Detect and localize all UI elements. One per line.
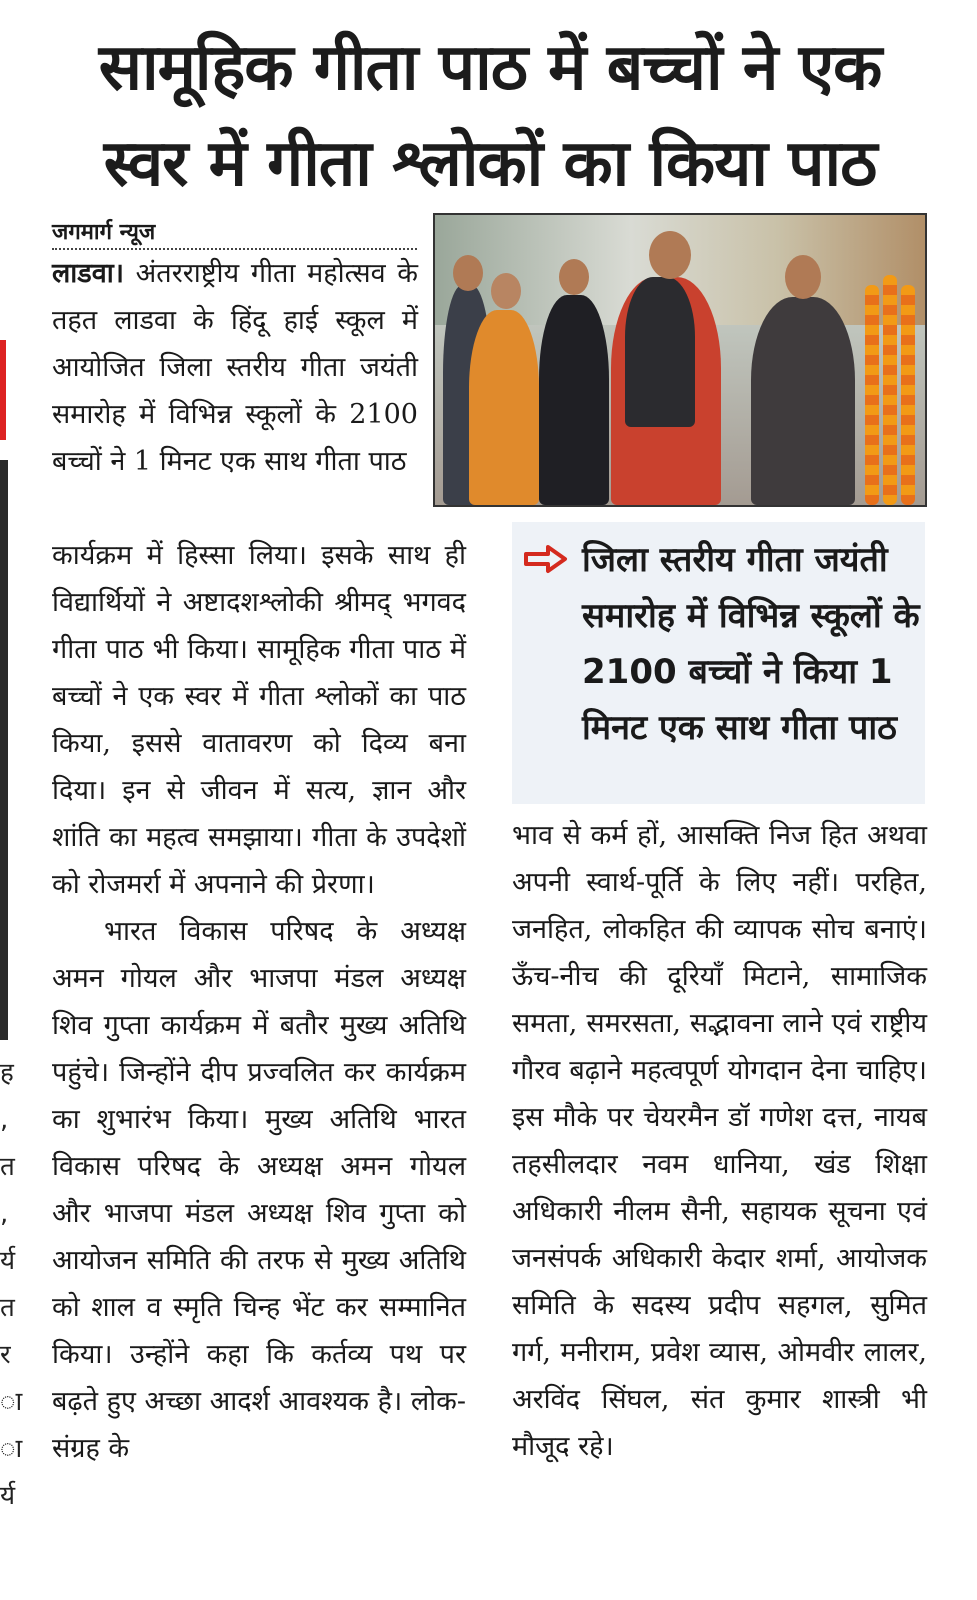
article-para-1-rest: कार्यक्रम में हिस्सा लिया। इसके साथ ही विद्यार्थियों ने अष्टादशश्लोकी श्रीमद् भगवद गीता पाठ भी किया। सामूहिक गीता पाठ में बच्चों ने एक स्वर में गीता श्लोकों का पाठ किया, इससे वातावरण को दिव्य बना दिया। इन से जीवन में सत्य, ज्ञान और शांति का महत्व समझाया। गीता के उपदेशों को रोजमर्रा में अपनाने की प्रेरणा। bbox=[52, 540, 466, 900]
callout-text: जिला स्तरीय गीता जयंती समारोह में विभिन्न स्कूलों के 2100 बच्चों ने किया 1 मिनट एक साथ गीता पाठ bbox=[582, 540, 920, 748]
news-photo bbox=[433, 213, 927, 507]
arrow-right-icon bbox=[524, 544, 568, 574]
article-col-2-text: भाव से कर्म हों, आसक्ति निज हित अथवा अपनी स्वार्थ-पूर्ति के लिए नहीं। परहित, जनहित, लोकहित की व्यापक सोच बनाएं। ऊँच-नीच की दूरियाँ मिटाने, सामाजिक समता, समरसता, सद्भावना लाने एवं राष्ट्रीय गौरव बढ़ाने महत्वपूर्ण योगदान देना चाहिए। इस मौके पर चेयरमैन डॉ गणेश दत्त, नायब तहसीलदार नवम धानिया, खंड शिक्षा अधिकारी नीलम सैनी, सहायक सूचना एवं जनसंपर्क अधिकारी केदार शर्मा, आयोजक समिति के सदस्य प्रदीप सहगल, सुमित गर्ग, मनीराम, प्रवेश व्यास, ओमवीर लालर, अरविंद सिंघल, संत कुमार शास्त्री भी मौजूद रहे। bbox=[512, 820, 927, 1462]
article-column-1-top bbox=[52, 250, 418, 485]
adjacent-photo-edge bbox=[0, 460, 8, 1040]
article-para-2: भारत विकास परिषद के अध्यक्ष अमन गोयल और भाजपा मंडल अध्यक्ष शिव गुप्ता कार्यक्रम में बतौर मुख्य अतिथि पहुंचे। जिन्होंने दीप प्रज्वलित कर कार्यक्रम का शुभारंभ किया। मुख्य अतिथि भारत विकास परिषद के अध्यक्ष अमन गोयल और भाजपा मंडल अध्यक्ष शिव गुप्ता को आयोजन समिति की तरफ से मुख्य अतिथि को शाल व स्मृति चिन्ह भेंट कर सम्मानित किया। उन्होंने कहा कि कर्तव्य पथ पर बढ़ते हुए अच्छा आदर्श आवश्यक है। लोक-संग्रह के bbox=[52, 916, 466, 1464]
highlight-callout bbox=[512, 522, 925, 804]
article-column-2 bbox=[512, 812, 927, 1470]
article-column-1-bottom bbox=[52, 532, 466, 1472]
article-para-1-top: अंतरराष्ट्रीय गीता महोत्सव के तहत लाडवा के हिंदू हाई स्कूल में आयोजित जिला स्तरीय गीता जयंती समारोह में विभिन्न स्कूलों के 2100 बच्चों ने 1 मिनट एक साथ गीता पाठ bbox=[52, 258, 418, 477]
adjacent-column-chars: ह , त , र्य त र ा ा र्य bbox=[0, 1058, 23, 1511]
headline-line-2: स्वर में गीता श्लोकों का किया पाठ bbox=[103, 127, 877, 201]
adjacent-article-edge-red bbox=[0, 340, 6, 440]
headline-line-1: सामूहिक गीता पाठ में बच्चों ने एक bbox=[98, 31, 882, 105]
headline bbox=[40, 20, 940, 212]
byline: जगमार्ग न्यूज bbox=[52, 216, 417, 250]
dateline: लाडवा। bbox=[52, 258, 124, 289]
